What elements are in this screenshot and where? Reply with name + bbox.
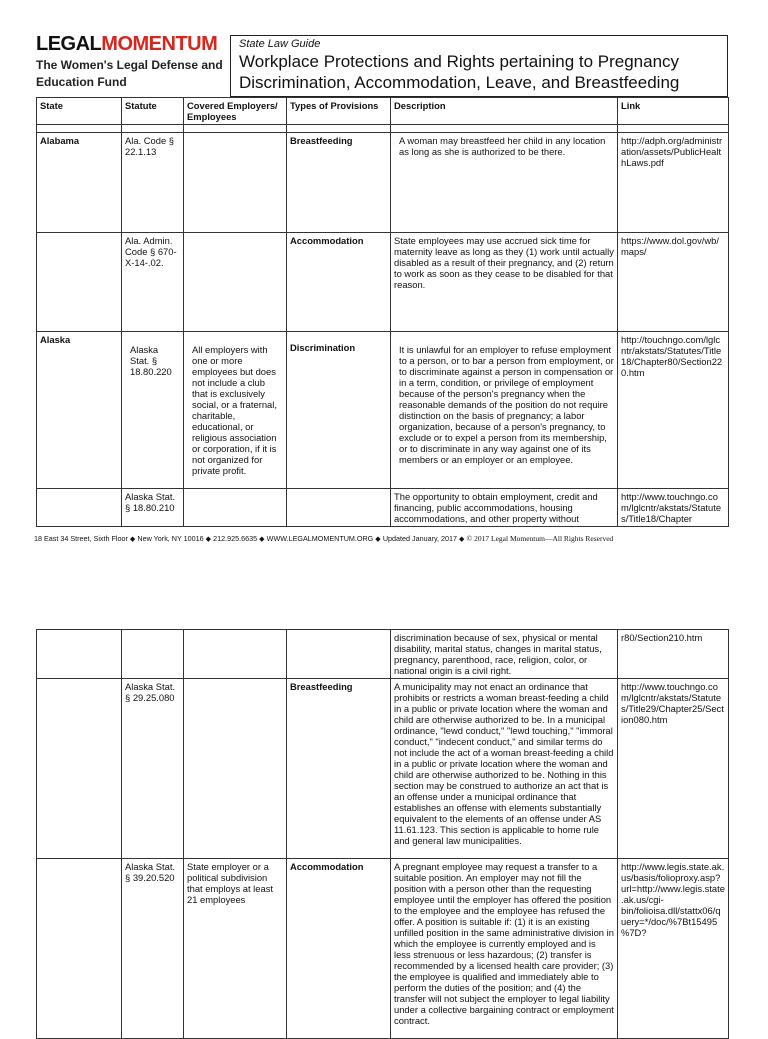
logo-block bbox=[36, 34, 230, 98]
table-row bbox=[37, 489, 729, 527]
table-row bbox=[37, 859, 729, 1039]
statute-cell: Alaska Stat. § 18.80.210 bbox=[122, 489, 184, 527]
link-cell[interactable]: http://www.touchngo.com/lglcntr/akstats/Statutes/Title29/Chapter25/Section080.htm bbox=[618, 679, 729, 859]
link-cell[interactable]: https://www.dol.gov/wb/maps/ bbox=[618, 233, 729, 332]
description-cell: It is unlawful for an employer to refuse employment to a person, or to bar a person from employment, or to discriminate against a person in compensation or in a term, condition, or privilege of employment because of the person's pregnancy when the reasonable demands of the position do not require distinction on the basis of pregnancy; a labor organization, because of a person's pregnancy, to exclude or to expel a person from its membership, or to discriminate in any way against one of its members or an employer or an employee. bbox=[391, 332, 618, 489]
table-row bbox=[37, 679, 729, 859]
description-cell: A municipality may not enact an ordinance that prohibits or restricts a woman breast-feeding a child in a public or private location where the woman and child are otherwise authorized to be. In a municipal ordinance, "lewd conduct," "lewd touching," "immoral conduct," "indecent conduct," and similar terms do not include the act of a woman breast-feeding a child in a public or private location where the woman and child are otherwise authorized to be. Nothing in this section may be construed to authorize an act that is an offense under a municipal ordinance that establishes an offense with elements substantially equivalent to the elements of an offense under AS 11.61.123. This section is applicable to home rule and general law municipalities. bbox=[391, 679, 618, 859]
link-cell[interactable]: http://www.legis.state.ak.us/basis/folioproxy.asp?url=http://www.legis.state.ak.us/cgi-bin/folioisa.dll/stattx06/query=*/doc/%7Bt15495%7D? bbox=[618, 859, 729, 1039]
description-cell: State employees may use accrued sick time for maternity leave as long as they (1) work until actually disabled as a result of their pregnancy, and (2) return to work as soon as they cease to be disabled for that reason. bbox=[391, 233, 618, 332]
covered-cell bbox=[184, 630, 287, 679]
link-cell[interactable]: http://touchngo.com/lglcntr/akstats/Statutes/Title18/Chapter80/Section220.htm bbox=[618, 332, 729, 489]
legal-momentum-logo: LEGALMOMENTUM bbox=[36, 33, 218, 55]
column-header: Statute bbox=[122, 98, 184, 125]
diamond-icon: ◆ bbox=[205, 534, 212, 543]
footer-city: New York, NY 10016 bbox=[137, 534, 204, 543]
table-row bbox=[37, 233, 729, 332]
table-row bbox=[37, 133, 729, 233]
state-cell bbox=[37, 859, 122, 1039]
description-cell: A woman may breastfeed her child in any location as long as she is authorized to be there. bbox=[391, 133, 618, 233]
covered-cell: All employers with one or more employees but does not include a club that is exclusively social, or a fraternal, charitable, educational, or religious association or corporation, if it is not organized for private profit. bbox=[184, 332, 287, 489]
document-page-2 bbox=[0, 628, 768, 1024]
statute-cell: Alaska Stat. § 39.20.520 bbox=[122, 859, 184, 1039]
provision-type-cell: Accommodation bbox=[287, 859, 391, 1039]
footer-phone: 212.925.6635 bbox=[213, 534, 258, 543]
link-cell[interactable]: r80/Section210.htm bbox=[618, 630, 729, 679]
table-row bbox=[37, 332, 729, 489]
table-row bbox=[37, 630, 729, 679]
footer-web[interactable]: WWW.LEGALMOMENTUM.ORG bbox=[266, 534, 374, 543]
table-header-row bbox=[37, 98, 729, 125]
state-cell: Alabama bbox=[37, 133, 122, 233]
provision-type-cell bbox=[287, 489, 391, 527]
covered-cell bbox=[184, 679, 287, 859]
covered-cell bbox=[184, 133, 287, 233]
guide-label: State Law Guide bbox=[239, 38, 321, 50]
column-header: State bbox=[37, 98, 122, 125]
diamond-icon: ◆ bbox=[259, 534, 265, 543]
description-cell: A pregnant employee may request a transfer to a suitable position. An employer may not fill the position with a person other than the requesting employee until the employer has offered the position to the employee and the employee has refused the offer. A position is suitable if: (1) it is an existing unfilled position in the same administrative division in which the employee is currently employed and is less strenuous or less hazardous; (2) transfer is recommended by a licensed health care provider; (3) the employee is qualified and immediately able to perform the duties of the position; and (4) the transfer will not subject the employer to legal liability under a collective bargaining contract or employment contract. bbox=[391, 859, 618, 1039]
spacer-row bbox=[37, 125, 729, 133]
provision-type-cell: Discrimination bbox=[287, 332, 391, 489]
column-header: Description bbox=[391, 98, 618, 125]
diamond-icon: ◆ bbox=[129, 534, 136, 543]
title-box bbox=[230, 35, 728, 97]
column-header: Link bbox=[618, 98, 729, 125]
state-cell: Alaska bbox=[37, 332, 122, 489]
title-line-1: Workplace Protections and Rights pertaining to Pregnancy bbox=[239, 52, 680, 71]
link-cell[interactable]: http://adph.org/administration/assets/PublicHealthLaws.pdf bbox=[618, 133, 729, 233]
footer-copyright: © 2017 Legal Momentum—All Rights Reserved bbox=[466, 534, 614, 543]
column-header: Covered Employers/ Employees bbox=[184, 98, 287, 125]
state-cell bbox=[37, 679, 122, 859]
statute-cell: Ala. Admin. Code § 670-X-14-.02. bbox=[122, 233, 184, 332]
state-cell bbox=[37, 233, 122, 332]
state-cell bbox=[37, 630, 122, 679]
provision-type-cell bbox=[287, 630, 391, 679]
statute-cell: Alaska Stat. § 29.25.080 bbox=[122, 679, 184, 859]
diamond-icon: ◆ bbox=[375, 534, 381, 543]
covered-cell: State employer or a political subdivision that employs at least 21 employees bbox=[184, 859, 287, 1039]
covered-cell bbox=[184, 233, 287, 332]
law-table-page-1 bbox=[36, 97, 729, 527]
title-line-2: Discrimination, Accommodation, Leave, and Breastfeeding bbox=[239, 73, 680, 92]
statute-cell: Alaska Stat. § 18.80.220 bbox=[122, 332, 184, 489]
state-cell bbox=[37, 489, 122, 527]
column-header: Types of Provisions bbox=[287, 98, 391, 125]
footer-address: 18 East 34 Street, Sixth Floor bbox=[34, 534, 128, 543]
link-cell[interactable]: http://www.touchngo.com/lglcntr/akstats/Statutes/Title18/Chapter bbox=[618, 489, 729, 527]
description-cell: discrimination because of sex, physical or mental disability, marital status, changes in marital status, pregnancy, parenthood, race, religion, color, or national origin is a civil right. bbox=[391, 630, 618, 679]
provision-type-cell: Accommodation bbox=[287, 233, 391, 332]
covered-cell bbox=[184, 489, 287, 527]
provision-type-cell: Breastfeeding bbox=[287, 679, 391, 859]
org-name: The Women's Legal Defense and Education Fund bbox=[36, 58, 223, 89]
statute-cell: Ala. Code § 22.1.13 bbox=[122, 133, 184, 233]
page-footer bbox=[34, 534, 734, 543]
law-table-page-2 bbox=[36, 629, 729, 1039]
footer-updated: Updated January, 2017 bbox=[382, 534, 458, 543]
provision-type-cell: Breastfeeding bbox=[287, 133, 391, 233]
statute-cell bbox=[122, 630, 184, 679]
description-cell: The opportunity to obtain employment, credit and financing, public accommodations, housing accommodations, and other property without bbox=[391, 489, 618, 527]
diamond-icon: ◆ bbox=[459, 534, 465, 543]
